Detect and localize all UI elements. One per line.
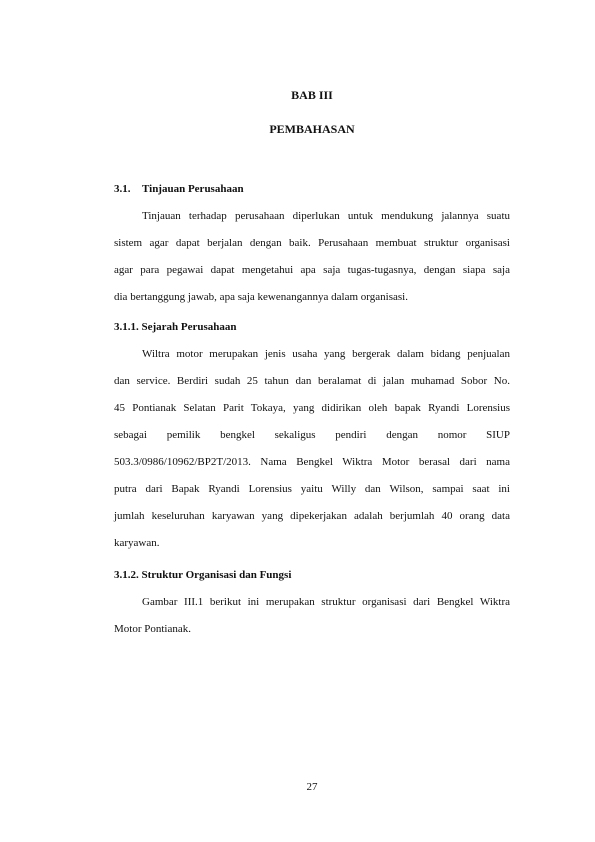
page-number: 27 [306, 781, 318, 793]
chapter-title: PEMBAHASAN [269, 122, 355, 136]
text-line: Gambar III.1 berikut ini merupakan struktur organisasi dari Bengkel Wiktra [142, 596, 510, 608]
text-line: karyawan. [114, 537, 160, 549]
paragraph-tinjauan [114, 203, 510, 311]
text-line: jumlah keseluruhan karyawan yang dipekerjakan adalah berjumlah 40 orang data [114, 510, 510, 522]
section-heading-3-1-2: 3.1.2. Struktur Organisasi dan Fungsi [114, 569, 292, 581]
text-line: 503.3/0986/10962/BP2T/2013. Nama Bengkel Wiktra Motor berasal dari nama [114, 456, 510, 468]
section-heading-3-1-1: 3.1.1. Sejarah Perusahaan [114, 321, 237, 333]
text-line: dia bertanggung jawab, apa saja kewenangannya dalam organisasi. [114, 291, 408, 303]
text-line: sebagai pemilik bengkel sekaligus pendiri dengan nomor SIUP [114, 429, 510, 441]
text-line: 45 Pontianak Selatan Parit Tokaya, yang didirikan oleh bapak Ryandi Lorensius [114, 402, 510, 414]
text-line: agar para pegawai dapat mengetahui apa saja tugas-tugasnya, dengan siapa saja [114, 264, 510, 276]
text-line: putra dari Bapak Ryandi Lorensius yaitu Willy dan Wilson, sampai saat ini [114, 483, 510, 495]
text-line: Wiltra motor merupakan jenis usaha yang bergerak dalam bidang penjualan [142, 348, 510, 360]
section-title: Tinjauan Perusahaan [142, 183, 244, 195]
section-number: 3.1. [114, 183, 131, 195]
chapter-number: BAB III [291, 88, 333, 102]
text-line: dan service. Berdiri sudah 25 tahun dan beralamat di jalan muhamad Sobor No. [114, 375, 510, 387]
paragraph-sejarah [114, 341, 510, 557]
section-heading-3-1 [114, 183, 244, 195]
text-line: sistem agar dapat berjalan dengan baik. Perusahaan membuat struktur organisasi [114, 237, 510, 249]
paragraph-struktur [114, 589, 510, 643]
text-line: Motor Pontianak. [114, 623, 191, 635]
text-line: Tinjauan terhadap perusahaan diperlukan untuk mendukung jalannya suatu [142, 210, 510, 222]
